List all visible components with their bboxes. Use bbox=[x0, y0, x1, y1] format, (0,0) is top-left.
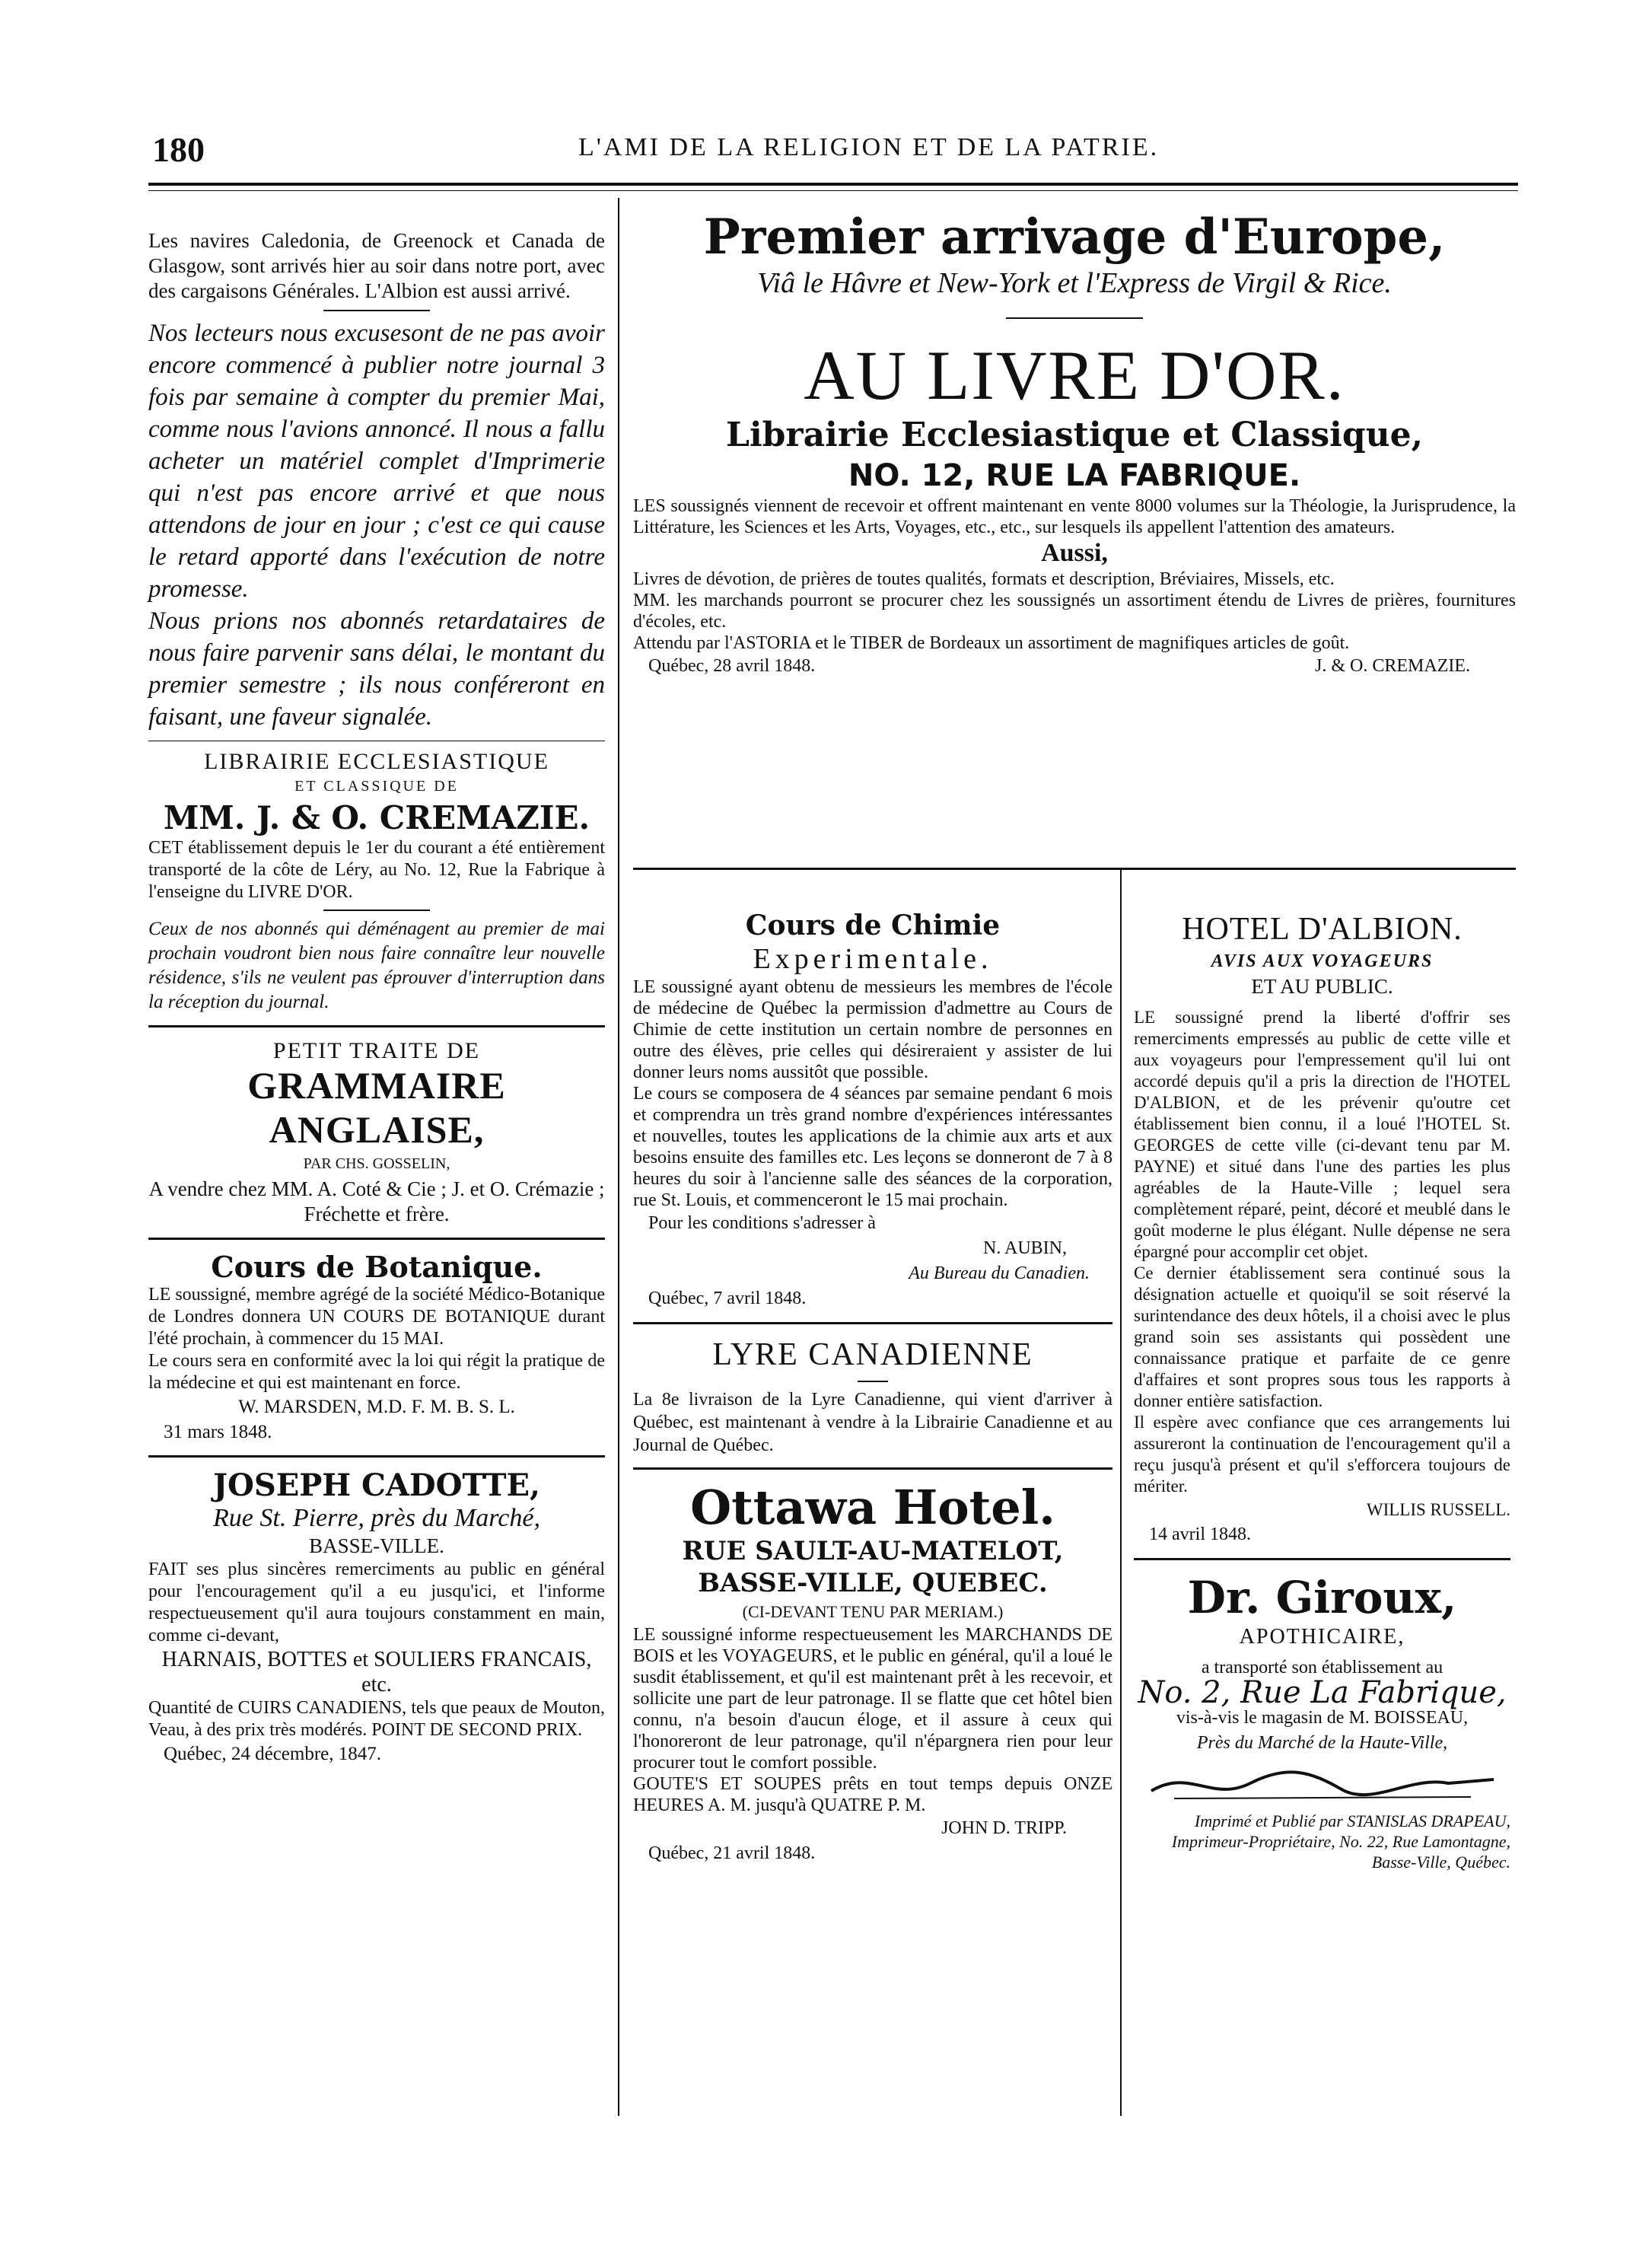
albion-text: LE soussigné prend la liberté d'offrir ses remerciments empressés au public de cette ville et aux voyageurs pour l'empressement qu'il lui ont accordé depuis qu'il a pris la direction de l'HOTEL D'ALBION, et de les prévenir qu'outre cet établissement bien connu, il a loué l'HOTEL St. GEORGES de cette ville (ci-devant tenu par M. PAYNE) et situé dans l'une des parties les plus agréables de la Haute-Ville ; lequel sera complètement réparé, peint, décoré et meublé dans le goût moderne le plus élégant. Nulle dépense ne sera épargné pour accomplir cet objet. bbox=[1134, 1008, 1510, 1261]
page-number: 180 bbox=[152, 130, 205, 169]
shop-text-1: LES soussignés viennent de recevoir et offrent maintenant en vente 8000 volumes sur la Théologie, la Jurisprudence, la Littérature, les Sciences et les Arts, Voyages, etc., etc., sur lesquels ils appellent l'attention des amateurs. bbox=[633, 496, 1516, 537]
handwritten-signature bbox=[1144, 1760, 1501, 1806]
shop-text-2: Livres de dévotion, de prières de toutes qualités, formats et description, Bréviaires, Missels, etc. bbox=[633, 569, 1335, 589]
botanique-date: 31 mars 1848. bbox=[164, 1422, 272, 1442]
divider bbox=[858, 1381, 888, 1382]
column-middle bbox=[633, 910, 1112, 1866]
giroux-title: Dr. Giroux, bbox=[1187, 1572, 1457, 1623]
giroux-text: a transporté son établissement au bbox=[1201, 1658, 1444, 1677]
grammar-pretitle: PETIT TRAITE DE bbox=[272, 1038, 481, 1063]
chimie-subtitle: Experimentale. bbox=[753, 943, 993, 975]
ottawa-signature: JOHN D. TRIPP. bbox=[941, 1818, 1067, 1838]
albion-text-3: Il espère avec confiance que ces arrangements lui assureront la continuation de l'encouragement qu'il a reçu jusqu'à présent et qu'il s'efforcera toujours de mériter. bbox=[1134, 1413, 1510, 1496]
librairie-title: LIBRAIRIE ECCLESIASTIQUE bbox=[204, 749, 549, 774]
ottawa-location: BASSE-VILLE, QUEBEC. bbox=[698, 1568, 1048, 1598]
chimie-bureau: Au Bureau du Canadien. bbox=[909, 1263, 1090, 1283]
cadotte-text: FAIT ses plus sincères remerciments au public en général pour l'encouragement qu'il a eu jusqu'ici, et l'informe respectueusement qu'il aura toujours constamment en main, comme ci-devant, bbox=[148, 1560, 605, 1646]
divider bbox=[148, 1455, 605, 1458]
shop-signature: J. & O. CREMAZIE. bbox=[1315, 656, 1470, 676]
albion-subtitle: AVIS AUX VOYAGEURS bbox=[1211, 951, 1434, 971]
moving-notice: Ceux de nos abonnés qui déménagent au premier de mai prochain voudront bien nous faire connaître leur nouvelle résidence, s'ils ne veulent pas éprouver d'interruption dans la réception du journal. bbox=[148, 919, 605, 1012]
chimie-date: Québec, 7 avril 1848. bbox=[648, 1289, 807, 1308]
ottawa-date: Québec, 21 avril 1848. bbox=[648, 1843, 816, 1863]
ottawa-text: LE soussigné informe respectueusement les MARCHANDS DE BOIS et les VOYAGEURS, et le public en général, qu'il a loué le susdit établissement, et qu'il est maintenant prêt à les recevoir, et sollicite une part de leur patronage. Il se flatte que cet hôtel bien connu, n'a besoin d'aucun éloge, et il assure à ceux qui l'honoreront de leur patronage, qu'il n'épargnera rien pour leur procurer tout le comfort possible. bbox=[633, 1625, 1112, 1773]
botanique-signature: W. MARSDEN, M.D. F. M. B. S. L. bbox=[238, 1397, 515, 1417]
librairie-subtitle: ET CLASSIQUE DE bbox=[294, 778, 459, 795]
albion-signature: WILLIS RUSSELL. bbox=[1366, 1500, 1510, 1519]
subscribers-notice: Nous prions nos abonnés retardataires de nous faire parvenir sans délai, le montant du premier semestre ; ils nous conféreront en faisant, une faveur signalée. bbox=[148, 607, 605, 731]
chimie-text-2: Le cours se composera de 4 séances par semaine pendant 6 mois et comprendra un très grand nombre d'expériences intéressantes et nouvelles, toutes les applications de la chimie aux arts et aux besoins ensuite des familles etc. Les leçons se donneront de 7 à 8 heures du soir à l'ancienne salle des séances de la corporation, rue St. Louis, et commenceront le 15 mai prochain. bbox=[633, 1084, 1112, 1210]
lyre-title: LYRE CANADIENNE bbox=[712, 1337, 1033, 1372]
librairie-text: CET établissement depuis le 1er du courant a été entièrement transporté de la côte de Léry, au No. 12, Rue la Fabrique à l'enseigne du LIVRE D'OR. bbox=[148, 838, 605, 902]
albion-date: 14 avril 1848. bbox=[1149, 1524, 1251, 1544]
giroux-subtitle: APOTHICAIRE, bbox=[1239, 1625, 1405, 1649]
chimie-signature: N. AUBIN, bbox=[982, 1238, 1067, 1258]
shop-date: Québec, 28 avril 1848. bbox=[648, 656, 816, 676]
shop-footer bbox=[633, 654, 1516, 679]
botanique-text: LE soussigné, membre agrégé de la société Médico-Botanique de Londres donnera UN COURS DE BOTANIQUE durant l'été prochain, à commencer du 15 MAI. bbox=[148, 1285, 605, 1349]
shop-text-3: MM. les marchands pourront se procurer chez les soussignés un assortiment étendu de Livres de prières, fournitures d'écoles, etc. bbox=[633, 591, 1516, 632]
chimie-conditions: Pour les conditions s'adresser à bbox=[648, 1213, 876, 1233]
shop-subtitle: Librairie Ecclesiastique et Classique, bbox=[726, 416, 1423, 454]
grammar-sale: A vendre chez MM. A. Coté & Cie ; J. et O. Crémazie ; Fréchette et frère. bbox=[148, 1177, 605, 1225]
giroux-text-3: Près du Marché de la Haute-Ville, bbox=[1196, 1733, 1448, 1753]
grammar-title: GRAMMAIRE ANGLAISE, bbox=[247, 1064, 506, 1151]
shop-text-4: Attendu par l'ASTORIA et le TIBER de Bordeaux un assortiment de magnifiques articles de goût. bbox=[633, 633, 1350, 653]
cadotte-items: HARNAIS, BOTTES et SOULIERS FRANCAIS, etc. bbox=[161, 1648, 592, 1696]
arrivage-title: Premier arrivage d'Europe, bbox=[703, 209, 1446, 266]
publication-notice: Nos lecteurs nous excusesont de ne pas avoir encore commencé à publier notre journal 3 fois par semaine à compter du premier Mai, comme nous l'avions annoncé. Il nous a fallu acheter un matériel complet d'Imprimerie qui n'est pas encore arrivé et que nous attendons de jour en jour ; c'est ce qui cause le retard apporté dans l'exécution de notre promesse. bbox=[148, 320, 605, 603]
column-right bbox=[1134, 910, 1510, 1872]
section-rule bbox=[633, 868, 1516, 870]
cadotte-date: Québec, 24 décembre, 1847. bbox=[164, 1744, 381, 1764]
ottawa-text-2: GOUTE'S ET SOUPES prêts en tout temps depuis ONZE HEURES A. M. jusqu'à QUATRE P. M. bbox=[633, 1774, 1112, 1815]
cadotte-cuirs: Quantité de CUIRS CANADIENS, tels que peaux de Mouton, Veau, à des prix très modérés. POINT DE SECOND PRIX. bbox=[148, 1698, 605, 1740]
arrivage-subtitle: Viâ le Hâvre et New-York et l'Express de Virgil & Rice. bbox=[757, 267, 1392, 299]
divider bbox=[323, 310, 430, 311]
ottawa-title: Ottawa Hotel. bbox=[690, 1480, 1055, 1535]
cadotte-address: Rue St. Pierre, près du Marché, bbox=[213, 1504, 540, 1532]
grammar-author: PAR CHS. GOSSELIN, bbox=[303, 1155, 450, 1172]
divider bbox=[633, 1322, 1112, 1324]
ottawa-previous: (CI-DEVANT TENU PAR MERIAM.) bbox=[742, 1602, 1004, 1621]
divider bbox=[323, 910, 430, 911]
imprint: Imprimé et Publié par STANISLAS DRAPEAU, Imprimeur-Propriétaire, No. 22, Rue Lamontagne, Basse-Ville, Québec. bbox=[1171, 1811, 1510, 1872]
shop-address: NO. 12, RUE LA FABRIQUE. bbox=[848, 458, 1301, 493]
botanique-title: Cours de Botanique. bbox=[211, 1250, 543, 1284]
ships-notice: Les navires Caledonia, de Greenock et Canada de Glasgow, sont arrivés hier au soir dans notre port, avec des cargaisons Générales. L'Albion est aussi arrivé. bbox=[148, 229, 605, 302]
column-left bbox=[148, 228, 605, 1767]
giroux-text-2: vis-à-vis le magasin de M. BOISSEAU, bbox=[1176, 1708, 1469, 1728]
albion-title: HOTEL D'ALBION. bbox=[1182, 912, 1463, 947]
chimie-title: Cours de Chimie bbox=[745, 910, 1001, 941]
chimie-text: LE soussigné ayant obtenu de messieurs les membres de l'école de médecine de Québec la permission d'admettre au Cours de Chimie de cette institution un certain nombre de personnes en outre des élèves, prie celles qui désireraient y assister de lui donner leurs noms aussitôt que possible. bbox=[633, 977, 1112, 1082]
librairie-name: MM. J. & O. CREMAZIE. bbox=[163, 799, 590, 836]
shop-aussi: Aussi, bbox=[1041, 539, 1108, 567]
header-rule-thin bbox=[148, 190, 1518, 191]
divider bbox=[148, 1025, 605, 1027]
column-divider-1 bbox=[618, 198, 619, 2116]
cadotte-title: JOSEPH CADOTTE, bbox=[213, 1467, 540, 1503]
header-rule bbox=[148, 183, 1518, 186]
divider bbox=[633, 1467, 1112, 1470]
cadotte-address-2: BASSE-VILLE. bbox=[309, 1534, 444, 1557]
column-divider-2 bbox=[1120, 868, 1122, 2116]
botanique-text-2: Le cours sera en conformité avec la loi qui régit la pratique de la médecine et qui est maintenant en force. bbox=[148, 1351, 605, 1393]
divider bbox=[1134, 1558, 1510, 1560]
divider bbox=[1006, 317, 1143, 319]
livre-dor-advertisement bbox=[633, 209, 1516, 679]
running-title: L'AMI DE LA RELIGION ET DE LA PATRIE. bbox=[578, 133, 1160, 161]
shop-name: AU LIVRE D'OR. bbox=[804, 336, 1345, 414]
lyre-text: La 8e livraison de la Lyre Canadienne, qui vient d'arriver à Québec, est maintenant à vendre à la Librairie Canadienne et au Journal de Québec. bbox=[633, 1390, 1112, 1455]
albion-subtitle-2: ET AU PUBLIC. bbox=[1251, 975, 1393, 998]
albion-text-2: Ce dernier établissement sera continué sous la désignation actuelle et quoiqu'il se soit réservé la surintendance des deux hôtels, il a choisi avec le plus grand soin ses assistants qui possèdent une connaissance pratique et parfaite de ce genre d'affaires et sont propres sous tous les rapports à donner entière satisfaction. bbox=[1134, 1263, 1510, 1410]
giroux-handwritten-address: No. 2, Rue La Fabrique, bbox=[1138, 1675, 1507, 1710]
ottawa-street: RUE SAULT-AU-MATELOT, bbox=[682, 1536, 1064, 1566]
divider bbox=[148, 1238, 605, 1240]
